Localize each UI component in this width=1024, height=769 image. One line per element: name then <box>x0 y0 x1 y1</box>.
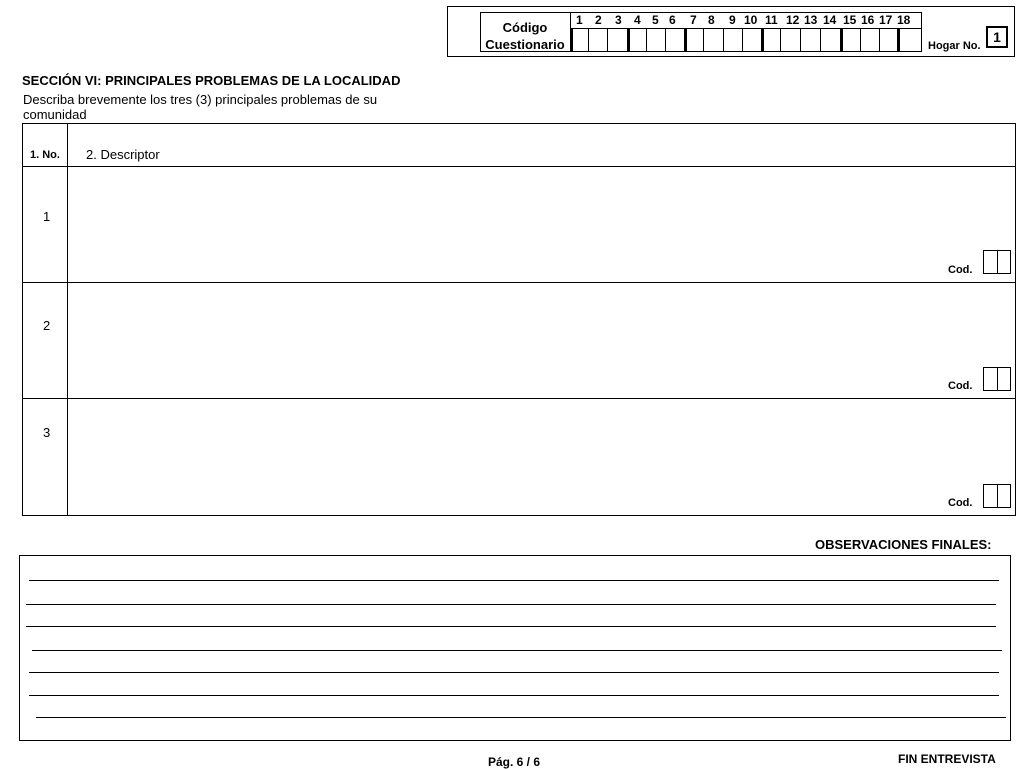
section-title: SECCIÓN VI: PRINCIPALES PROBLEMAS DE LA LOCALIDAD <box>22 73 401 88</box>
codigo-label-line1: Código <box>502 20 548 35</box>
row-3-number: 3 <box>43 425 51 440</box>
digit-3: 3 <box>615 13 622 27</box>
observaciones-line-2 <box>26 604 996 605</box>
col-no-header: 1. No. <box>30 149 60 161</box>
observaciones-line-3 <box>26 626 996 627</box>
hogar-value: 1 <box>993 29 1001 45</box>
digit-7: 7 <box>690 13 697 27</box>
digit-2: 2 <box>595 13 602 27</box>
row-1-number: 1 <box>43 209 51 224</box>
digit-12: 12 <box>786 13 800 27</box>
row-2-cod-label: Cod. <box>948 380 973 392</box>
observaciones-line-5 <box>29 672 999 673</box>
row-1-cod-label: Cod. <box>948 264 973 276</box>
codigo-cells[interactable] <box>570 29 900 51</box>
digit-18: 18 <box>897 13 911 27</box>
codigo-digits <box>572 13 920 29</box>
digit-11: 11 <box>765 13 778 27</box>
row-2-descriptor-area[interactable] <box>68 283 1015 397</box>
digit-1: 1 <box>576 13 583 27</box>
row-3-descriptor-area[interactable] <box>68 399 1015 515</box>
row-3-cod-label: Cod. <box>948 497 973 509</box>
digit-5: 5 <box>652 13 659 27</box>
row-3-cod-box[interactable] <box>983 484 1011 508</box>
digit-9: 9 <box>729 13 736 27</box>
digit-6: 6 <box>669 13 676 27</box>
observaciones-line-6 <box>29 695 999 696</box>
row-2-cod-box[interactable] <box>983 367 1011 391</box>
observaciones-line-7 <box>36 717 1006 718</box>
codigo-label-line2: Cuestionario <box>485 37 565 52</box>
observaciones-box[interactable] <box>19 555 1011 741</box>
section-instruction: Describa brevemente los tres (3) principales problemas de su comunidad <box>23 92 378 122</box>
digit-10: 10 <box>744 13 758 27</box>
digit-4: 4 <box>634 13 641 27</box>
codigo-label <box>480 19 570 53</box>
col-descriptor-header: 2. Descriptor <box>86 147 160 162</box>
observaciones-line-4 <box>32 650 1002 651</box>
fin-entrevista: FIN ENTREVISTA <box>898 752 996 766</box>
digit-13: 13 <box>804 13 818 27</box>
digit-16: 16 <box>861 13 875 27</box>
digit-14: 14 <box>823 13 837 27</box>
row-1-descriptor-area[interactable] <box>68 167 1015 281</box>
row-1-cod-box[interactable] <box>983 250 1011 274</box>
row-2-number: 2 <box>43 318 51 333</box>
hogar-label: Hogar No. <box>928 40 981 52</box>
digit-15: 15 <box>843 13 857 27</box>
page-number: Pág. 6 / 6 <box>488 755 541 769</box>
hogar-value-box[interactable] <box>986 26 1008 48</box>
observaciones-line-1 <box>29 580 999 581</box>
digit-8: 8 <box>708 13 715 27</box>
observaciones-title: OBSERVACIONES FINALES: <box>815 537 992 552</box>
digit-17: 17 <box>879 13 893 27</box>
